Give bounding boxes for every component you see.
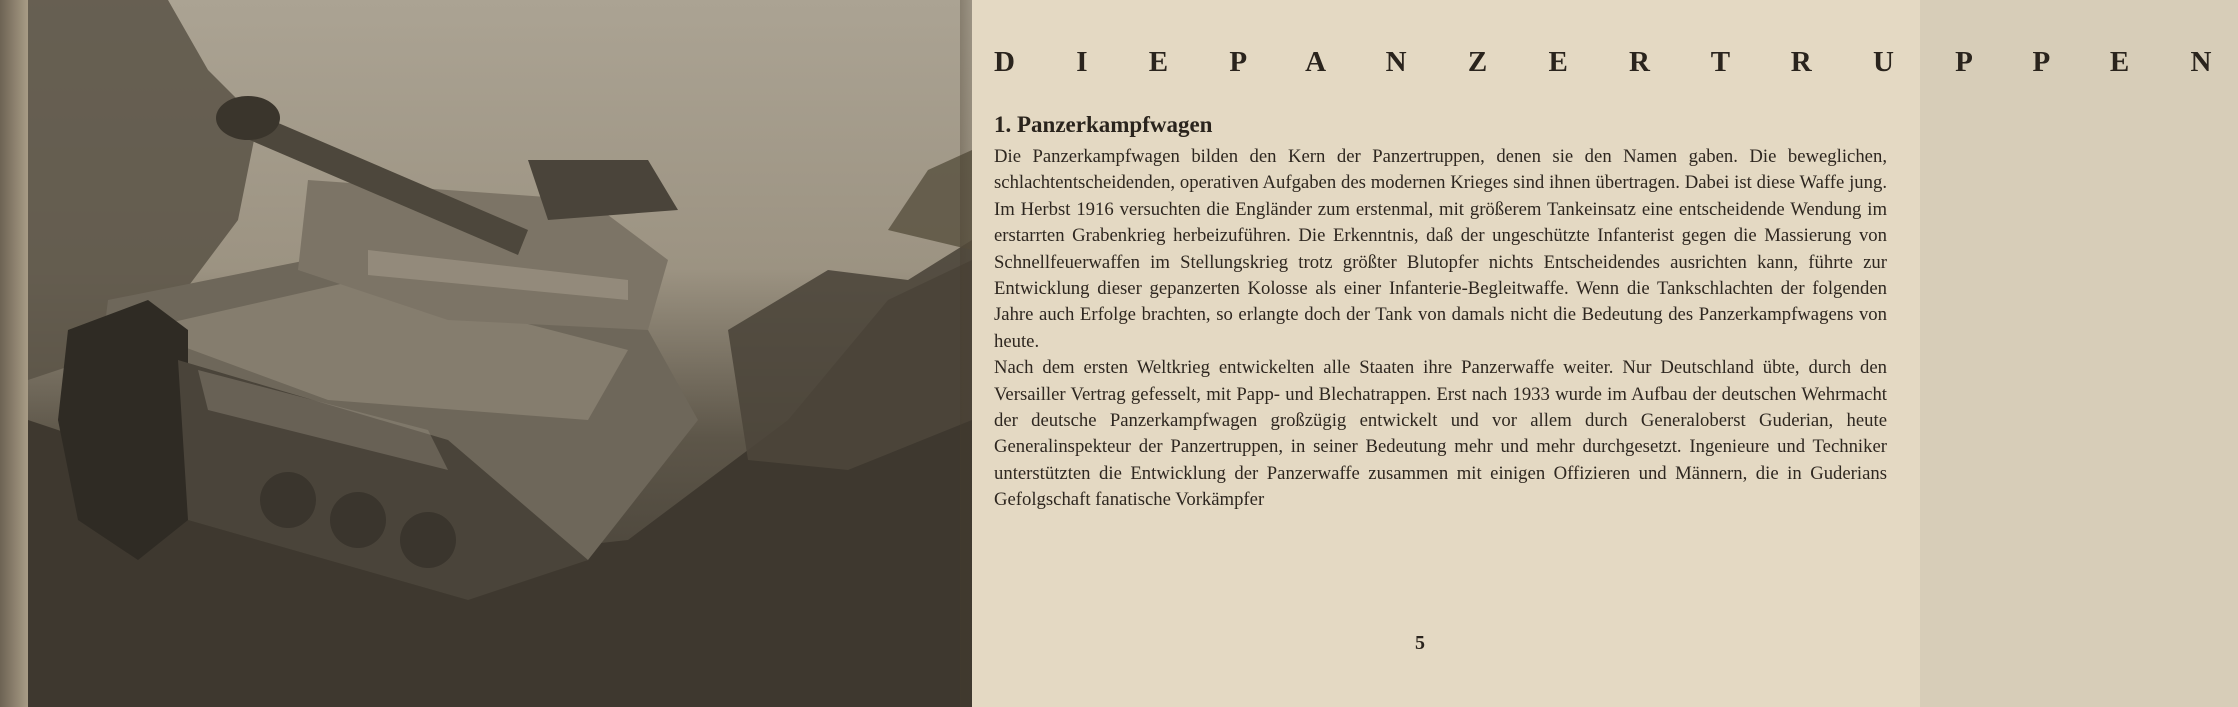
body-text (994, 144, 1887, 514)
page-title: D I E P A N Z E R T R U P P E N (994, 46, 2238, 78)
tank-photograph (28, 0, 972, 707)
page-number: 5 (1415, 632, 1425, 654)
section-heading: 1. Panzerkampfwagen (994, 112, 1213, 137)
paragraph: Nach dem ersten Weltkrieg entwickelten alle Staaten ihre Panzerwaffe weiter. Nur Deutschland übte, durch den Versailler Vertrag gefesselt, mit Papp- und Blechatrappen. Erst nach 1933 wurde im Aufbau der deutschen Wehrmacht der deutsche Panzerkampfwagen großzügig entwickelt und vor allem durch Generaloberst Guderian, heute Generalinspekteur der Panzertruppen, in seiner Bedeutung mehr und mehr durchgesetzt. Ingenieure und Techniker unterstützten die Entwicklung der Panzerwaffe zusammen mit einigen Offizieren und Männern, die in Guderians Gefolgschaft fanatische Vorkämpfer (994, 357, 1887, 511)
page-edge (0, 0, 28, 707)
right-page (972, 0, 2238, 707)
tank-illustration (28, 0, 972, 707)
paragraph: Die Panzerkampfwagen bilden den Kern der Panzertruppen, denen sie den Namen gaben. Die beweglichen, schlachtentscheidenden, operativen Aufgaben des modernen Krieges sind ihnen übertragen. Dabei ist diese Waffe jung. Im Herbst 1916 versuchten die Engländer zum erstenmal, mit größerem Tankeinsatz eine entscheidende Wendung im erstarrten Grabenkrieg herbeizuführen. Die Erkenntnis, daß der ungeschützte Infanterist gegen die Massierung von Schnellfeuerwaffen im Stellungskrieg trotz größter Blutopfer nichts Entscheidendes ausrichten kann, führte zur Entwicklung dieser gepanzerten Kolosse als einer Infanterie-Begleitwaffe. Wenn die Tankschlachten der folgenden Jahre auch Erfolge brachten, so erlangte doch der Tank von damals nicht die Bedeutung des Panzerkampfwagens von heute. (994, 146, 1887, 352)
left-page (0, 0, 972, 707)
